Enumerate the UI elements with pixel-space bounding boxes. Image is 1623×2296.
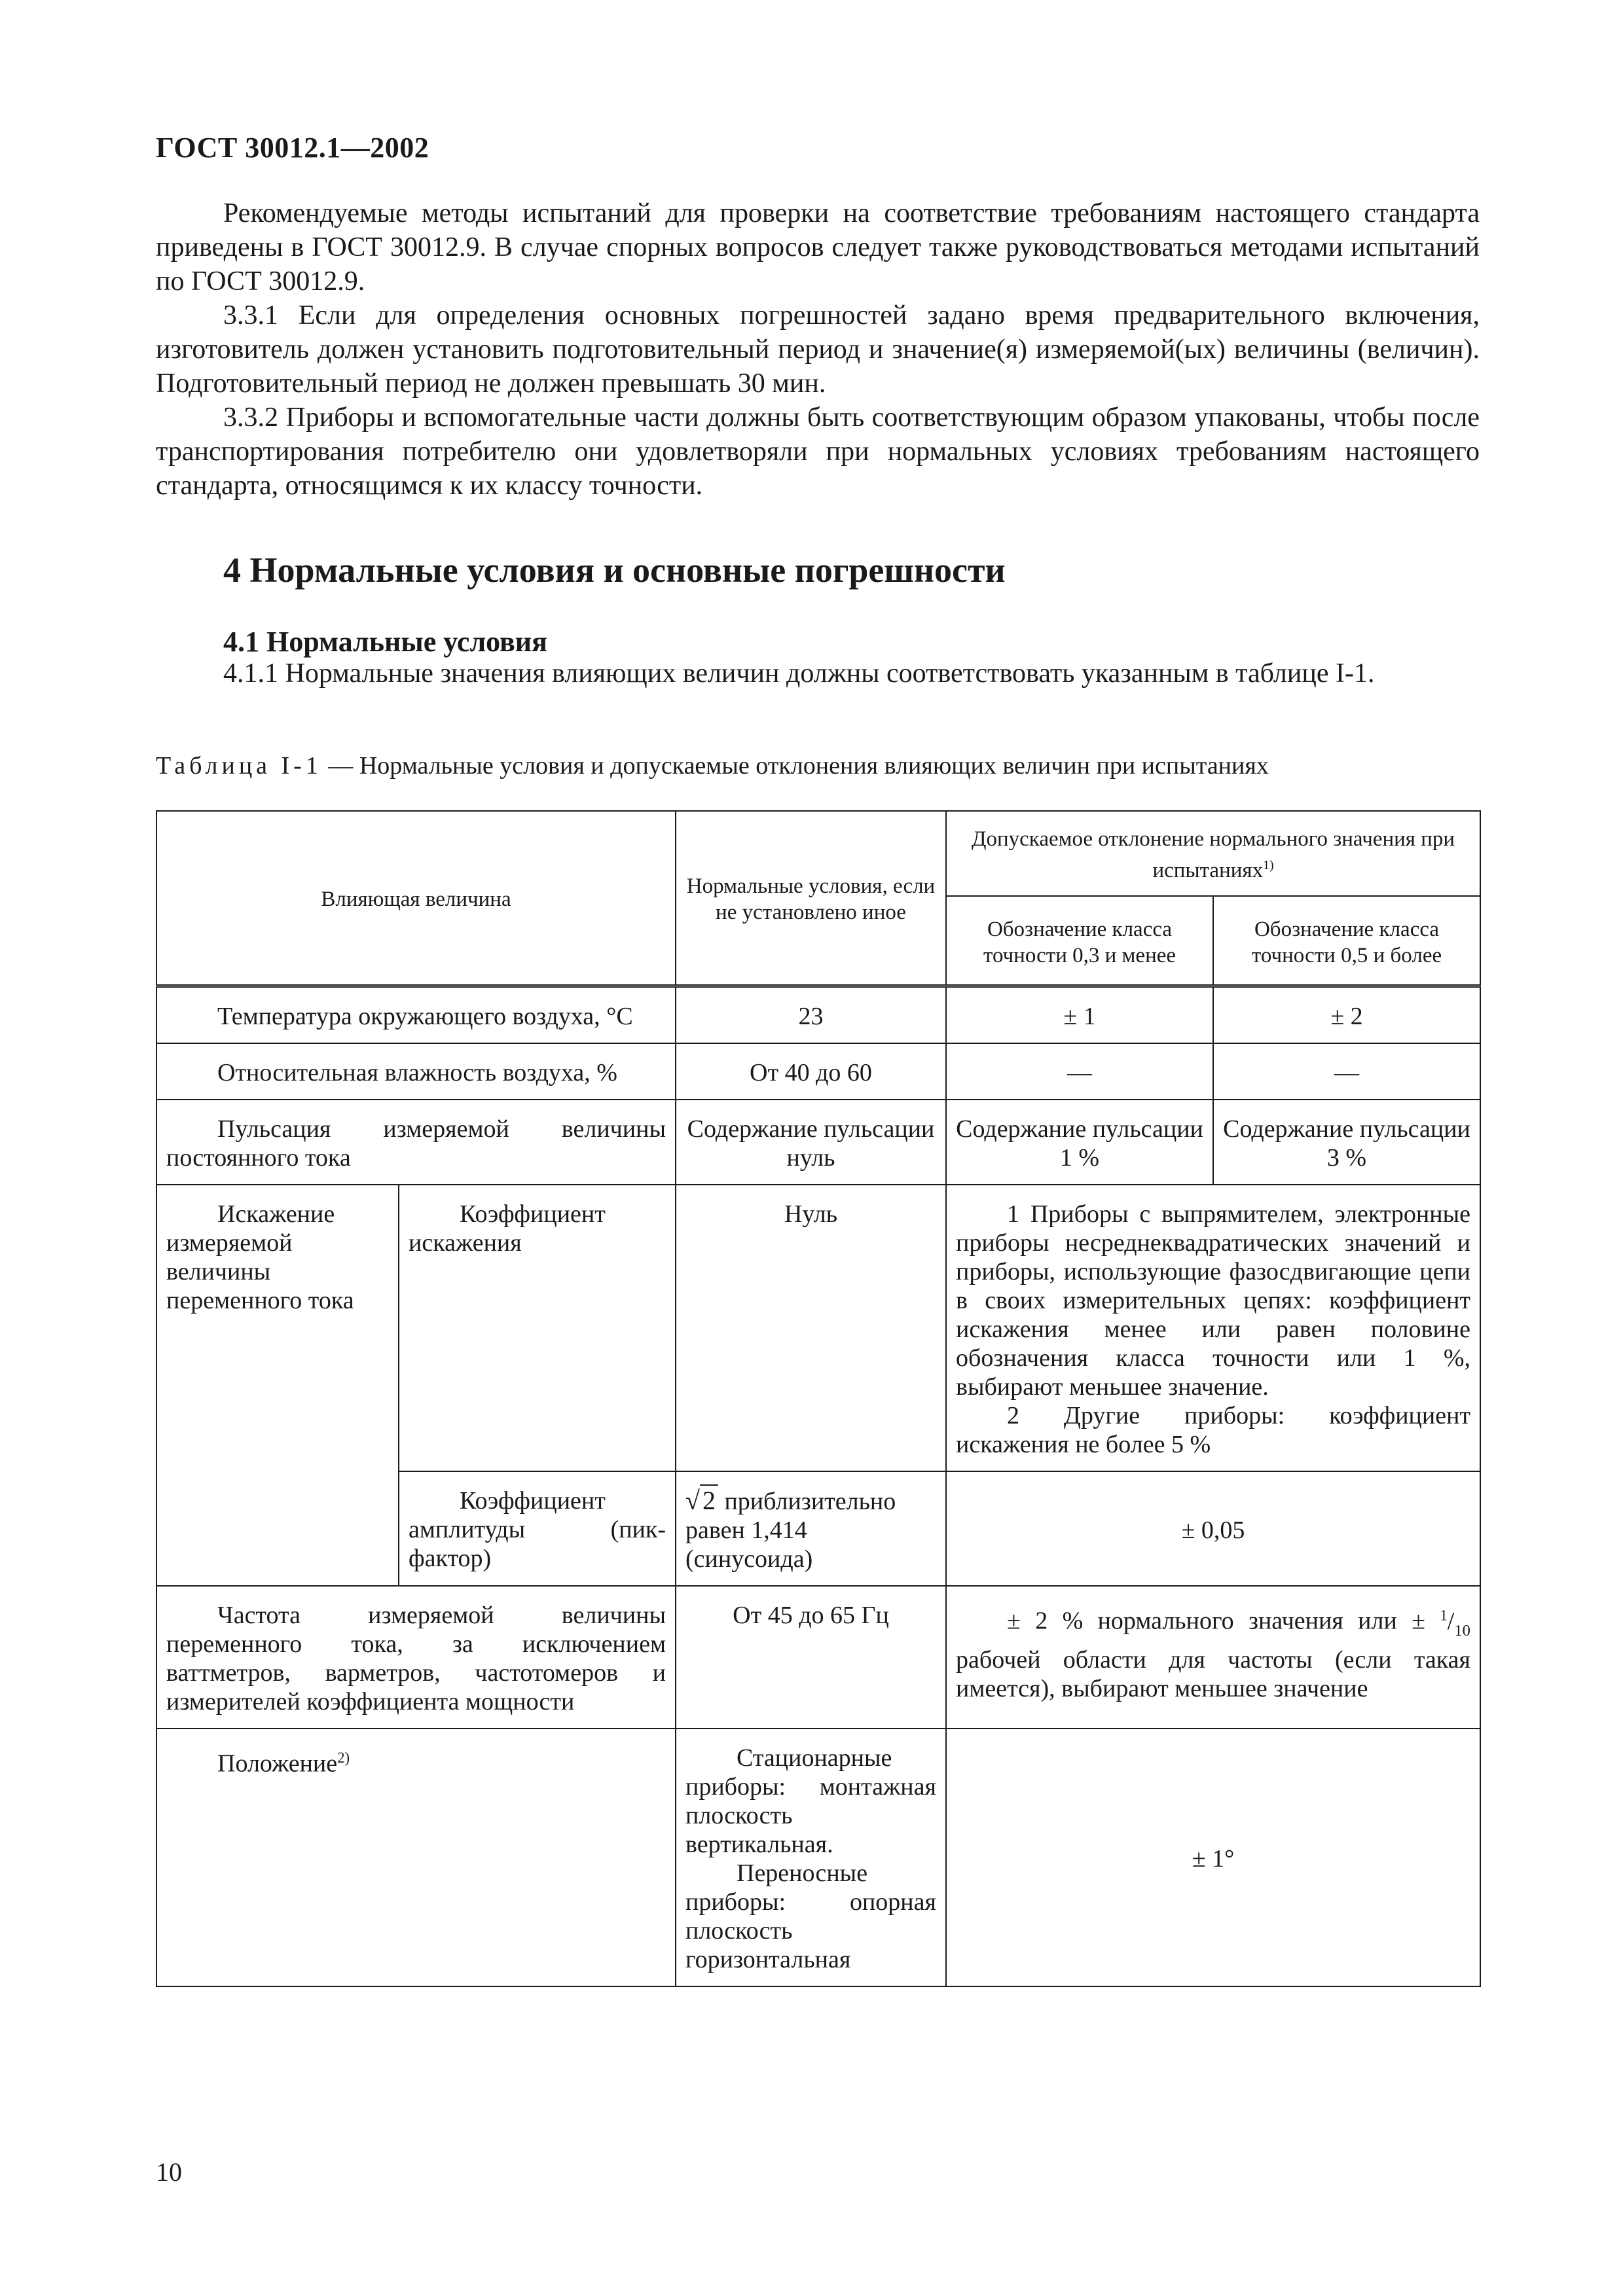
row-temperature-dev-low: ± 1 <box>946 986 1213 1044</box>
row-ripple-dev-low: Содержание пульсации 1 % <box>946 1100 1213 1185</box>
row-position-name <box>156 1729 676 1986</box>
row-humidity-name: Относительная влажность воздуха, % <box>156 1043 676 1100</box>
table-caption-text: — Нормальные условия и допускаемые отклонения влияющих величин при испытаниях <box>321 752 1269 780</box>
table-caption <box>156 751 1269 780</box>
row-humidity-normal: От 40 до 60 <box>676 1043 946 1100</box>
intro-paragraph: Рекомендуемые методы испытаний для проверки на соответствие требованиям настоящего стандарта приведены в ГОСТ 30012.9. В случае спорных вопросов следует также руководствоваться методами испытаний по ГОСТ 30012.9. <box>156 198 1480 296</box>
row-humidity-dev-high: — <box>1213 1043 1480 1100</box>
header-class-high: Обозначение класса точности 0,5 и более <box>1213 896 1480 986</box>
header-class-low: Обозначение класса точности 0,3 и менее <box>946 896 1213 986</box>
table-caption-label: Таблица I-1 <box>156 752 322 780</box>
row-distortion-name: Искажение измеряемой величины переменного тока <box>156 1185 399 1586</box>
row-frequency-name: Частота измеряемой величины переменного тока, за исключением ваттметров, варметров, частотомеров и измерителей коэффициента мощности <box>156 1586 676 1729</box>
section-title: 4 Нормальные условия и основные погрешности <box>223 550 1006 590</box>
table-row <box>156 1043 1480 1100</box>
distortion-note-2: 2 Другие приборы: коэффициент искажения не более 5 % <box>956 1402 1471 1458</box>
row-distortion-sub1-name: Коэффициент искажения <box>399 1185 676 1471</box>
clause-3-3-1: 3.3.1 Если для определения основных погрешностей задано время предварительного включения, изготовитель должен установить подготовительный период и значение(я) измеряемой(ых) величины (величин). Подготовительный период не должен превышать 30 мин. <box>156 300 1480 399</box>
row-distortion-sub1-normal: Нуль <box>676 1185 946 1471</box>
table-row <box>156 986 1480 1044</box>
row-ripple-normal: Содержание пульсации нуль <box>676 1100 946 1185</box>
header-deviation <box>946 811 1480 896</box>
table-row <box>156 1185 1480 1471</box>
subsection-title: 4.1 Нормальные условия <box>223 626 547 658</box>
table-header-row <box>156 811 1480 896</box>
header-normal: Нормальные условия, если не установлено иное <box>676 811 946 986</box>
row-frequency-normal: От 45 до 65 Гц <box>676 1586 946 1729</box>
row-humidity-dev-low: — <box>946 1043 1213 1100</box>
distortion-note-1: 1 Приборы с выпрямителем, электронные приборы несреднеквадратических значений и приборы, использующие фазосдвигающие цепи в своих измерительных цепях: коэффициент искажения менее или равен половине обозначения класса точности или 1 %, выбирают меньшее значение. <box>956 1200 1471 1401</box>
footnote-ref-1: 1) <box>1263 858 1274 872</box>
row-ripple-name: Пульсация измеряемой величины постоянного тока <box>156 1100 676 1185</box>
table-row <box>156 1100 1480 1185</box>
position-stationary: Стационарные приборы: монтажная плоскость вертикальная. <box>685 1744 936 1858</box>
frequency-dev-text-b: рабочей области для частоты (если такая имеется), выбирают меньшее значение <box>956 1645 1471 1702</box>
table-row <box>156 1586 1480 1729</box>
sqrt-radicand: 2 <box>700 1484 718 1515</box>
sqrt-symbol: √ 2 <box>685 1486 718 1515</box>
frequency-dev-text-a: ± 2 % нормального значения или ± <box>1007 1607 1425 1635</box>
document-code-header: ГОСТ 30012.1—2002 <box>156 132 429 164</box>
row-distortion-sub2-name: Коэффициент амплитуды (пик-фактор) <box>399 1471 676 1586</box>
fraction-numerator: 1 <box>1440 1607 1448 1623</box>
row-temperature-normal: 23 <box>676 986 946 1044</box>
clause-3-3-2: 3.3.2 Приборы и вспомогательные части должны быть соответствующим образом упакованы, чтобы после транспортирования потребителю они удовлетворяли при нормальных условиях требованиям настоящего стандарта, относящимся к их классу точности. <box>156 403 1480 501</box>
row-position-dev: ± 1° <box>946 1729 1480 1986</box>
row-frequency-dev <box>946 1586 1480 1729</box>
intro-text <box>156 196 1480 503</box>
page-number: 10 <box>156 2157 182 2187</box>
fraction-denominator: 10 <box>1454 1621 1471 1640</box>
header-quantity: Влияющая величина <box>156 811 676 986</box>
crest-factor-text: приблизительно равен 1,414 (синусоида) <box>685 1488 896 1573</box>
subsection-text <box>156 656 1480 691</box>
position-portable: Переносные приборы: опорная плоскость горизонтальная <box>685 1859 936 1973</box>
footnote-ref-2: 2) <box>337 1749 350 1766</box>
fraction-one-tenth: $^1/_{10}$ <box>1440 1607 1471 1640</box>
table-row <box>156 1729 1480 1986</box>
row-distortion-sub2-dev: ± 0,05 <box>946 1471 1480 1586</box>
clause-4-1-1: 4.1.1 Нормальные значения влияющих величин должны соответствовать указанным в таблице I-1. <box>223 658 1375 689</box>
conditions-table <box>156 810 1481 1987</box>
row-temperature-name: Температура окружающего воздуха, °С <box>156 986 676 1044</box>
row-distortion-sub2-normal <box>676 1471 946 1586</box>
row-temperature-dev-high: ± 2 <box>1213 986 1480 1044</box>
header-deviation-text: Допускаемое отклонение нормального значения при испытаниях <box>971 827 1455 882</box>
row-distortion-sub1-dev <box>946 1185 1480 1471</box>
row-position-normal <box>676 1729 946 1986</box>
row-ripple-dev-high: Содержание пульсации 3 % <box>1213 1100 1480 1185</box>
position-name-text: Положение <box>217 1749 338 1778</box>
